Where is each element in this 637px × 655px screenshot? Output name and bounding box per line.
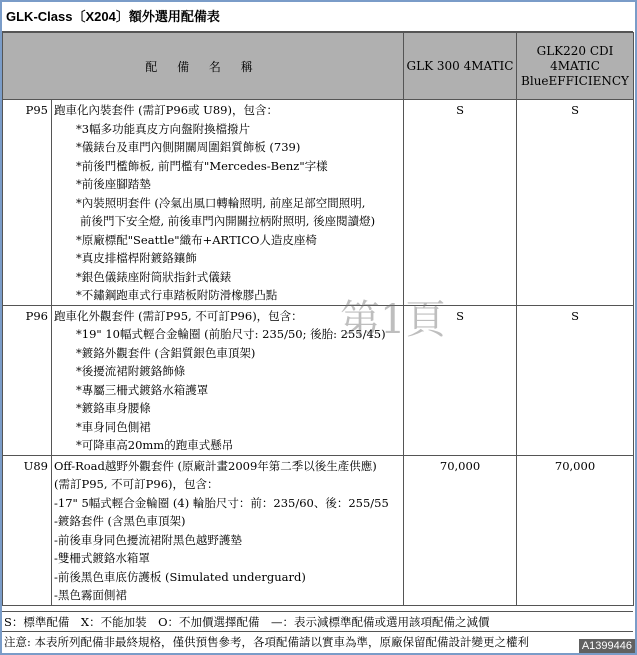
option-code: P96 bbox=[3, 305, 52, 455]
header-row bbox=[3, 33, 634, 100]
value-glk300: S bbox=[404, 305, 517, 455]
header-model-glk220: GLK220 CDI 4MATIC BlueEFFICIENCY bbox=[517, 33, 634, 100]
option-description: Off-Road越野外觀套件 (原廠計畫2009年第二季以後生產供應) (需訂P95, 不可訂P96)，包含： -17" 5幅式輕合金輪圈 (4) 輪胎尺寸：前：235/60、後：255/55 -鍍鉻套件 (含黑色車頂架) -前後車身同色擾流裙附黑色越野護墊 -雙柵式鍍鉻水箱罩 -前後黑色車底仿護板 (Simulated underguard) -黑色霧面側裙 bbox=[52, 455, 404, 605]
header-name: 配 備 名 稱 bbox=[3, 33, 404, 100]
table-row-p95 bbox=[3, 100, 634, 306]
disclaimer-note: 注意: 本表所列配備非最終規格，僅供預售參考，各項配備請以實車為準，原廠保留配備設計變更之權利 bbox=[4, 635, 530, 649]
header-model-glk300: GLK 300 4MATIC bbox=[404, 33, 517, 100]
options-table bbox=[2, 32, 634, 606]
page-title: GLK-Class〔X204〕額外選用配備表 bbox=[2, 2, 633, 32]
option-code: U89 bbox=[3, 455, 52, 605]
option-description: 跑車化外觀套件 (需訂P95, 不可訂P96)，包含： *19" 10幅式輕合金輪圈 (前胎尺寸: 235/50; 後胎: 255/45) *鍍鉻外觀套件 (含鋁質銀色車頂架) *後擾流裙附鍍鉻飾條 *專屬三柵式鍍鉻水箱護罩 *鍍鉻車身腰條 *車身同色側裙 *可降車高20mm的跑車式懸吊 bbox=[52, 305, 404, 455]
value-glk220: S bbox=[517, 100, 634, 306]
page-watermark: 第1頁 bbox=[340, 297, 446, 343]
image-id-stamp: A1399446 bbox=[579, 639, 635, 653]
table-row-p96 bbox=[3, 305, 634, 455]
option-description: 跑車化內裝套件 (需訂P96或 U89)，包含： *3幅多功能真皮方向盤附換檔撥片 *儀錶台及車門內側開關周圍鋁質飾板 (739) *前後門檻飾板, 前門檻有"Mercedes-Benz"字樣 *前後座腳踏墊 *內裝照明套件 (冷氣出風口轉輪照明, 前座足部空間照明, 前後門下安全燈, 前後車門內開關拉柄附照明, 後座閱讀燈) *原廠標配"Seattle"織布+ARTICO人造皮座椅 *真皮排檔桿附鍍鉻鑲飾 *銀色儀錶座附筒狀指針式儀錶 *不鏽鋼跑車式行車踏板附防滑橡膠凸點 bbox=[52, 100, 404, 306]
value-glk300: 70,000 bbox=[404, 455, 517, 605]
table-row-u89 bbox=[3, 455, 634, 605]
value-glk300: S bbox=[404, 100, 517, 306]
option-code: P95 bbox=[3, 100, 52, 306]
value-glk220: 70,000 bbox=[517, 455, 634, 605]
value-glk220: S bbox=[517, 305, 634, 455]
legend: S：標準配備 X：不能加裝 O：不加價選擇配備 —：表示減標準配備或選用該項配備之減價 bbox=[2, 611, 633, 632]
